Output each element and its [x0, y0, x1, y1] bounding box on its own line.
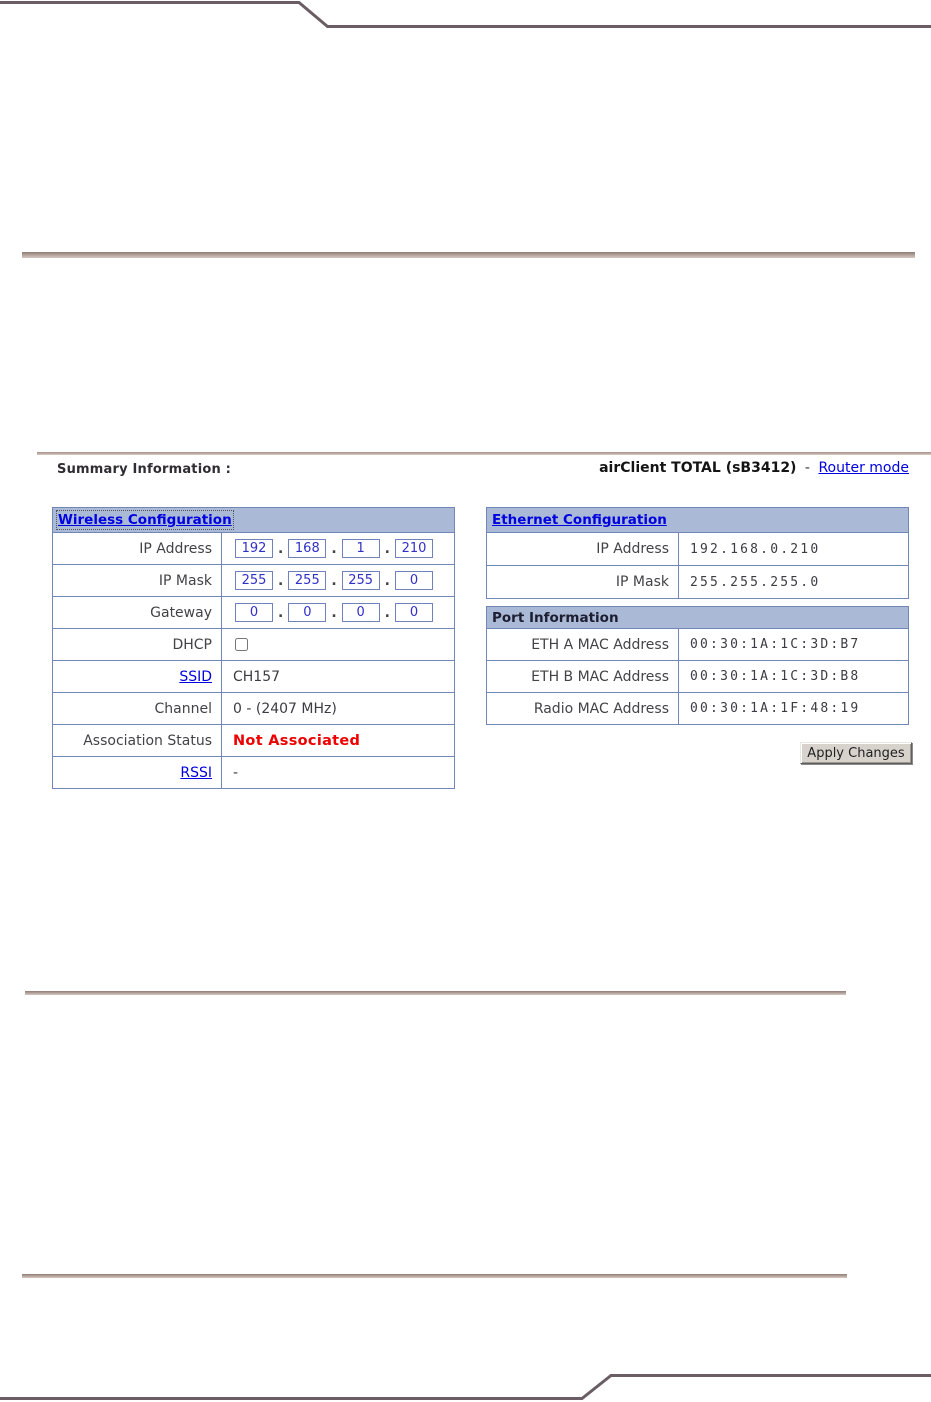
ip-address-octet-4-input[interactable]	[395, 539, 433, 558]
ip-address-octet-1-input[interactable]	[235, 539, 273, 558]
ssid-value: CH157	[233, 668, 281, 685]
bottom-edge-decoration	[0, 1371, 931, 1402]
device-name: airClient TOTAL (sB3412)	[599, 460, 797, 476]
table-row	[53, 724, 454, 756]
table-row	[53, 596, 454, 628]
ip-mask-label: IP Mask	[53, 565, 222, 596]
table-row	[53, 628, 454, 660]
dhcp-label: DHCP	[53, 629, 222, 660]
octet-dot: .	[384, 604, 390, 621]
top-edge-decoration	[0, 0, 931, 31]
octet-dot: .	[278, 540, 284, 557]
port-information-table	[486, 606, 909, 725]
gateway-octet-2-input[interactable]	[288, 603, 326, 622]
eth-ip-mask-value: 255.255.255.0	[690, 574, 821, 590]
table-row	[53, 756, 454, 788]
eth-a-mac-value: 00:30:1A:1C:3D:B7	[690, 637, 861, 652]
ip-mask-octet-2-input[interactable]	[288, 571, 326, 590]
octet-dot: .	[331, 604, 337, 621]
section-divider-top	[22, 252, 915, 258]
ip-address-label: IP Address	[53, 533, 222, 564]
gateway-octets	[222, 597, 454, 628]
table-row	[487, 660, 908, 692]
ethernet-configuration-table	[486, 507, 909, 599]
gateway-octet-4-input[interactable]	[395, 603, 433, 622]
table-row	[487, 692, 908, 724]
wireless-configuration-table	[52, 507, 455, 789]
table-row	[53, 660, 454, 692]
association-status-value	[222, 725, 454, 756]
gateway-octet-1-input[interactable]	[235, 603, 273, 622]
ip-mask-octet-1-input[interactable]	[235, 571, 273, 590]
wireless-configuration-header	[53, 508, 454, 532]
summary-title: Summary Information :	[57, 462, 232, 477]
eth-b-mac-label: ETH B MAC Address	[487, 661, 679, 692]
dhcp-checkbox[interactable]	[235, 638, 248, 651]
ip-address-octets	[222, 533, 454, 564]
ip-address-octet-2-input[interactable]	[288, 539, 326, 558]
section-divider-lower	[22, 1274, 847, 1278]
octet-dot: .	[384, 572, 390, 589]
eth-ip-address-value: 192.168.0.210	[690, 541, 821, 557]
section-divider-middle	[25, 991, 846, 995]
gateway-label: Gateway	[53, 597, 222, 628]
octet-dot: .	[331, 540, 337, 557]
radio-mac-value: 00:30:1A:1F:48:19	[690, 701, 861, 716]
ssid-link[interactable]: SSID	[179, 668, 212, 685]
device-separator: -	[804, 460, 810, 476]
table-row	[53, 564, 454, 596]
figure-top-border	[37, 452, 931, 455]
octet-dot: .	[384, 540, 390, 557]
channel-label: Channel	[53, 693, 222, 724]
device-heading	[599, 460, 909, 476]
status-badge: Not Associated	[233, 732, 361, 749]
ip-mask-octet-4-input[interactable]	[395, 571, 433, 590]
eth-b-mac-value: 00:30:1A:1C:3D:B8	[690, 669, 861, 684]
wireless-configuration-link[interactable]: Wireless Configuration	[58, 512, 232, 528]
ethernet-configuration-link[interactable]: Ethernet Configuration	[492, 512, 667, 528]
eth-a-mac-label: ETH A MAC Address	[487, 629, 679, 660]
port-information-title: Port Information	[492, 609, 619, 626]
ssid-label-cell	[53, 661, 222, 692]
port-information-header	[487, 607, 908, 628]
radio-mac-label: Radio MAC Address	[487, 693, 679, 724]
table-row	[487, 628, 908, 660]
rssi-value: -	[233, 764, 239, 781]
eth-ip-address-label: IP Address	[487, 533, 679, 565]
table-row	[53, 692, 454, 724]
apply-changes-button[interactable]: Apply Changes	[800, 742, 912, 764]
eth-ip-mask-label: IP Mask	[487, 566, 679, 598]
ip-address-octet-3-input[interactable]	[342, 539, 380, 558]
table-row	[487, 532, 908, 565]
table-row	[487, 565, 908, 598]
ip-mask-octets	[222, 565, 454, 596]
rssi-label-cell	[53, 757, 222, 788]
dhcp-cell	[222, 629, 454, 660]
gateway-octet-3-input[interactable]	[342, 603, 380, 622]
ethernet-configuration-header	[487, 508, 908, 532]
octet-dot: .	[278, 572, 284, 589]
ip-mask-octet-3-input[interactable]	[342, 571, 380, 590]
router-mode-link[interactable]: Router mode	[818, 460, 909, 476]
channel-value: 0 - (2407 MHz)	[233, 700, 337, 717]
rssi-link[interactable]: RSSI	[180, 764, 212, 781]
octet-dot: .	[331, 572, 337, 589]
table-row	[53, 532, 454, 564]
association-status-label: Association Status	[53, 725, 222, 756]
octet-dot: .	[278, 604, 284, 621]
